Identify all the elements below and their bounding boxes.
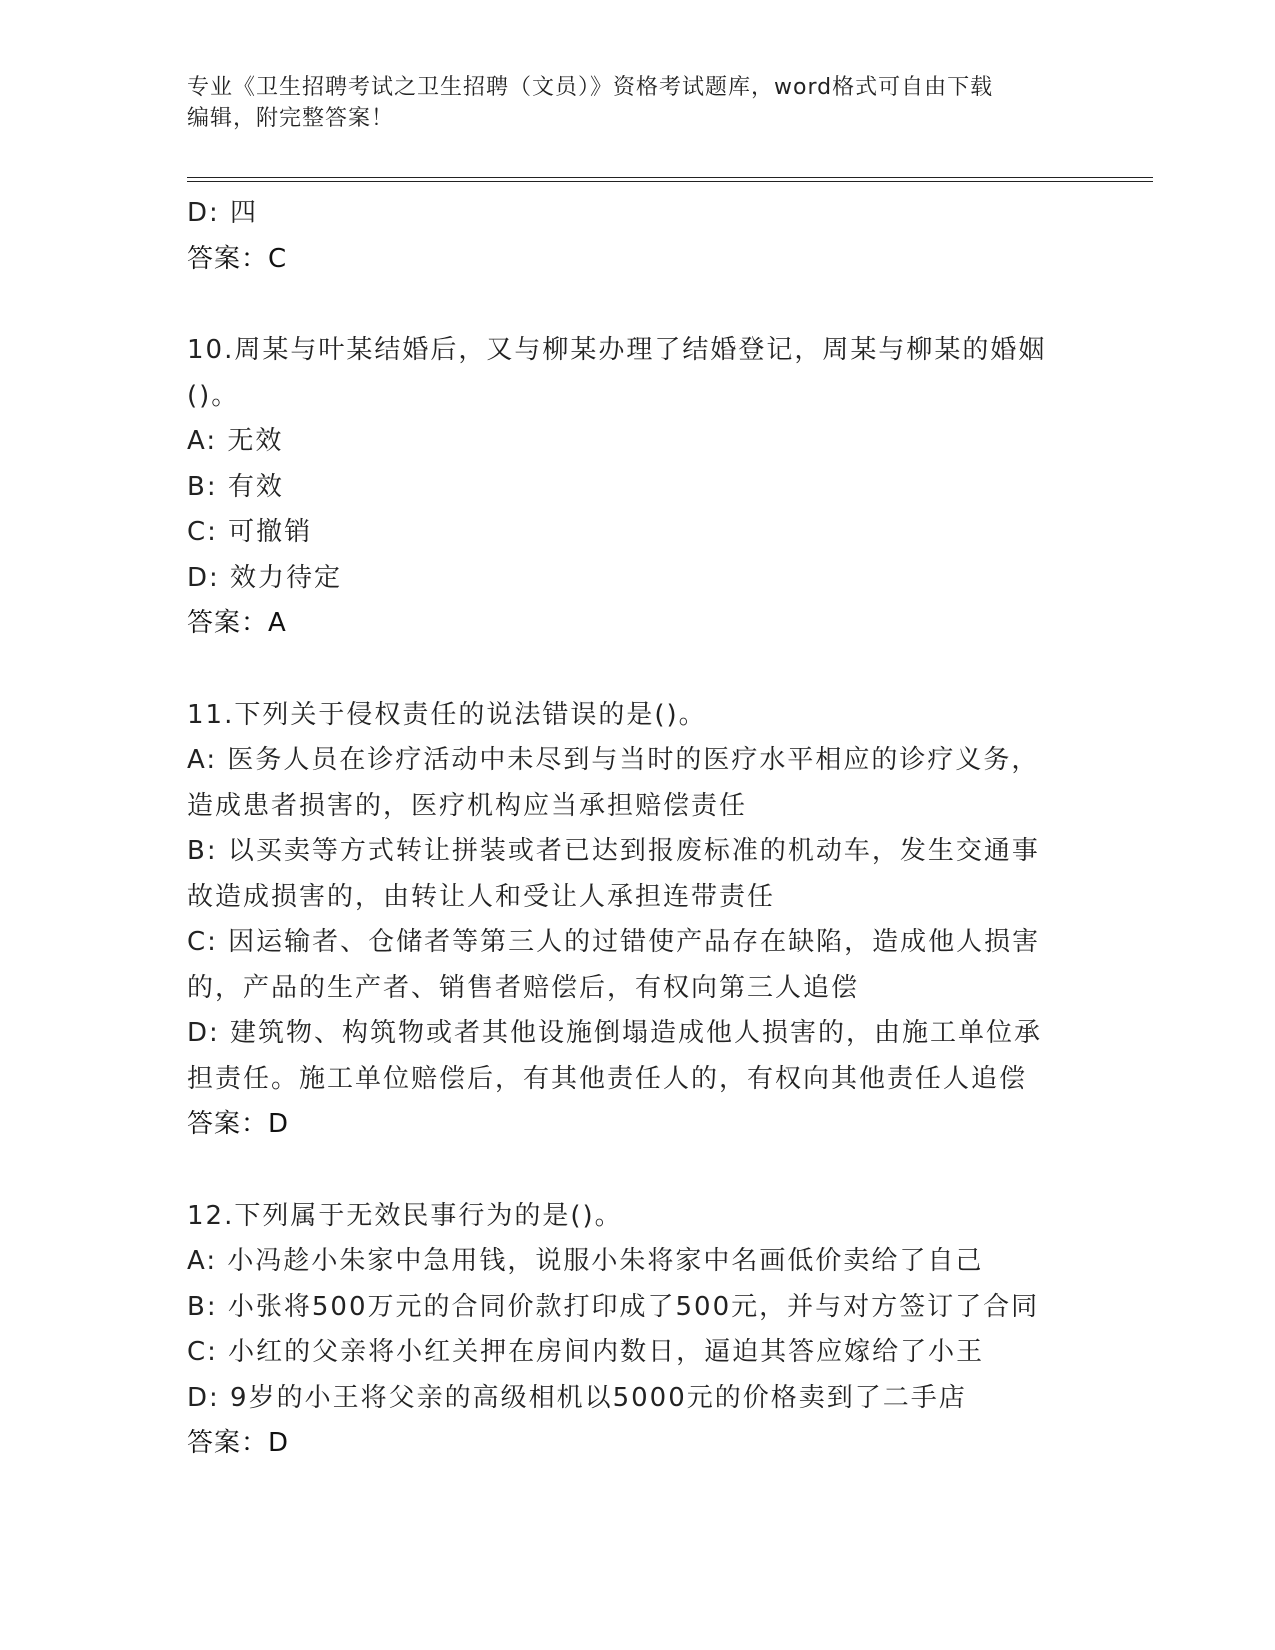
header-line-1: 专业《卫生招聘考试之卫生招聘（文员）》资格考试题库，word格式可自由下载 xyxy=(187,75,994,100)
answer-line: 答案：C xyxy=(187,243,288,274)
question-stem: 10.周某与叶某结婚后，又与柳某办理了结婚登记，周某与柳某的婚姻 xyxy=(187,335,1047,365)
option-c-continued: 的，产品的生产者、销售者赔偿后，有权向第三人追偿 xyxy=(187,972,860,1003)
header-divider-bottom xyxy=(187,181,1153,182)
option-a: A: 医务人员在诊疗活动中未尽到与当时的医疗水平相应的诊疗义务， xyxy=(187,745,1040,775)
answer-line: 答案：A xyxy=(187,608,287,638)
option-d-continued: 担责任。施工单位赔偿后，有其他责任人的，有权向其他责任人追偿 xyxy=(187,1063,1028,1094)
option-b: B: 小张将500万元的合同价款打印成了500元，并与对方签订了合同 xyxy=(187,1291,1040,1322)
question-stem: 11.下列关于侵权责任的说法错误的是()。 xyxy=(187,699,707,730)
option-a: A: 无效 xyxy=(187,426,284,456)
option-d: D: 四 xyxy=(187,198,259,228)
option-b: B: 有效 xyxy=(187,471,284,502)
answer-line: 答案：D xyxy=(187,1109,290,1139)
option-a-continued: 造成患者损害的，医疗机构应当承担赔偿责任 xyxy=(187,790,748,821)
option-d: D: 建筑物、构筑物或者其他设施倒塌造成他人损害的，由施工单位承 xyxy=(187,1018,1043,1048)
option-b: B: 以买卖等方式转让拼装或者已达到报废标准的机动车，发生交通事 xyxy=(187,836,1040,866)
question-stem: 12.下列属于无效民事行为的是()。 xyxy=(187,1200,623,1231)
header-divider-top xyxy=(187,177,1153,178)
previous-question-tail xyxy=(187,191,1087,282)
question-stem: ()。 xyxy=(187,380,240,411)
question-10 xyxy=(187,328,1087,647)
option-c: C: 小红的父亲将小红关押在房间内数日，逼迫其答应嫁给了小王 xyxy=(187,1337,985,1367)
option-c: C: 可撤销 xyxy=(187,517,313,547)
spacer xyxy=(187,647,1087,693)
option-d: D: 效力待定 xyxy=(187,562,343,593)
header-line-2: 编辑，附完整答案！ xyxy=(187,106,395,131)
option-b-continued: 故造成损害的，由转让人和受让人承担连带责任 xyxy=(187,881,776,912)
spacer xyxy=(187,282,1087,328)
question-11 xyxy=(187,693,1087,1148)
option-d: D: 9岁的小王将父亲的高级相机以5000元的价格卖到了二手店 xyxy=(187,1382,967,1413)
question-12 xyxy=(187,1194,1087,1467)
answer-line: 答案：D xyxy=(187,1428,290,1458)
question-list xyxy=(187,191,1087,1467)
option-c: C: 因运输者、仓储者等第三人的过错使产品存在缺陷，造成他人损害 xyxy=(187,927,1041,957)
option-a: A: 小冯趁小朱家中急用钱，说服小朱将家中名画低价卖给了自己 xyxy=(187,1246,984,1276)
spacer xyxy=(187,1148,1087,1194)
page-header xyxy=(187,72,1067,134)
